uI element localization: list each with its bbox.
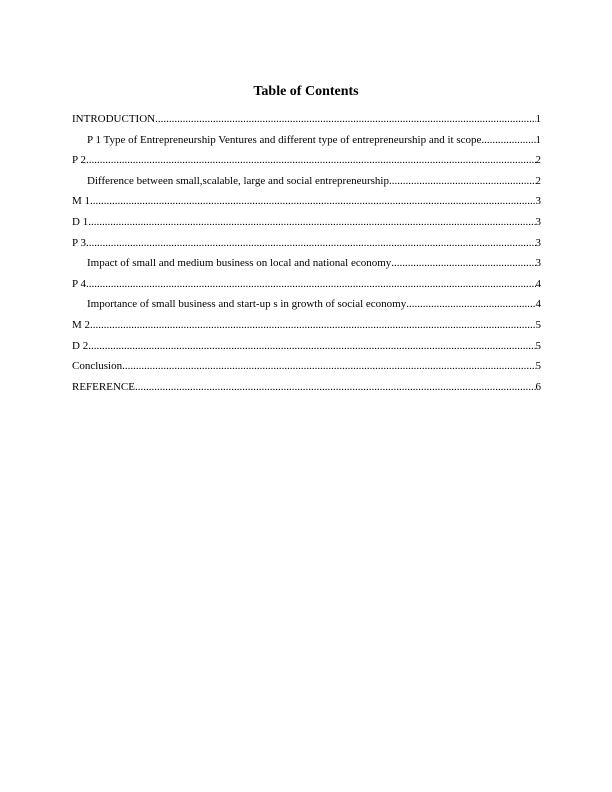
toc-dot-leader [90, 317, 535, 333]
toc-page-number: 2 [535, 174, 541, 187]
toc-dot-leader [155, 111, 535, 127]
toc-entry-label: REFERENCE [72, 380, 135, 393]
toc-entry-economy-impact[interactable] [72, 255, 541, 276]
toc-title: Table of Contents [253, 84, 359, 99]
toc-dot-leader [86, 276, 536, 292]
toc-entry-label: P 1 Type of Entrepreneurship Ventures and different type of entrepreneurship and it scope [87, 133, 482, 146]
toc-entry-p2[interactable] [72, 152, 541, 173]
toc-entry-p1[interactable] [72, 132, 541, 153]
toc-entry-introduction[interactable] [72, 111, 541, 132]
toc-entry-p4[interactable] [72, 276, 541, 297]
toc-entry-p3[interactable] [72, 235, 541, 256]
toc-dot-leader [389, 173, 536, 189]
toc-page-number: 1 [535, 133, 541, 146]
toc-entry-label: M 2 [72, 318, 91, 331]
toc-dot-leader [481, 132, 535, 148]
toc-entry-label: D 2 [72, 339, 89, 352]
toc-dot-leader [406, 296, 535, 312]
toc-page-number: 5 [535, 360, 541, 373]
toc-entry-label: INTRODUCTION [72, 113, 156, 125]
toc-entry-entrepreneurship-types[interactable] [72, 173, 541, 194]
toc-entry-label: Difference between small,scalable, large and social entrepreneurship [87, 174, 389, 187]
toc-entry-label: Impact of small and medium business on local and national economy [87, 257, 392, 270]
toc-page-number: 2 [535, 154, 541, 167]
toc-page-number: 6 [535, 380, 541, 393]
toc-entry-label: P 4 [72, 277, 86, 290]
toc-dot-leader [88, 338, 535, 354]
toc-page-number: 3 [535, 236, 541, 249]
toc-entry-reference[interactable] [72, 379, 541, 400]
toc-dot-leader [90, 193, 535, 209]
toc-entry-label: D 1 [72, 215, 89, 228]
toc-page-number: 3 [535, 215, 541, 228]
toc-page-number: 3 [535, 257, 541, 270]
toc-dot-leader [122, 358, 535, 374]
toc-entry-d2[interactable] [72, 338, 541, 359]
toc-entry-conclusion[interactable] [72, 358, 541, 379]
toc-dot-leader [391, 255, 535, 271]
toc-entry-label: P 2 [72, 154, 86, 167]
toc-entry-m1[interactable] [72, 193, 541, 214]
toc-page-number: 4 [535, 277, 541, 290]
toc-dot-leader [135, 379, 536, 395]
toc-entry-label: M 1 [72, 195, 91, 208]
toc-entry-label: P 3 [72, 236, 86, 249]
toc-entry-label: Conclusion [72, 360, 123, 373]
toc-dot-leader [88, 214, 535, 230]
toc-entry-d1[interactable] [72, 214, 541, 235]
table-of-contents [72, 111, 541, 399]
toc-entry-label: Importance of small business and start-up s in growth of social economy [87, 298, 407, 311]
toc-page-number: 4 [535, 298, 541, 311]
toc-page-number: 1 [535, 113, 541, 125]
toc-entry-startup-importance[interactable] [72, 296, 541, 317]
toc-page-number: 5 [535, 318, 541, 331]
toc-dot-leader [86, 152, 536, 168]
toc-page-number: 5 [535, 339, 541, 352]
toc-page-number: 3 [535, 195, 541, 208]
toc-entry-m2[interactable] [72, 317, 541, 338]
toc-dot-leader [86, 235, 536, 251]
